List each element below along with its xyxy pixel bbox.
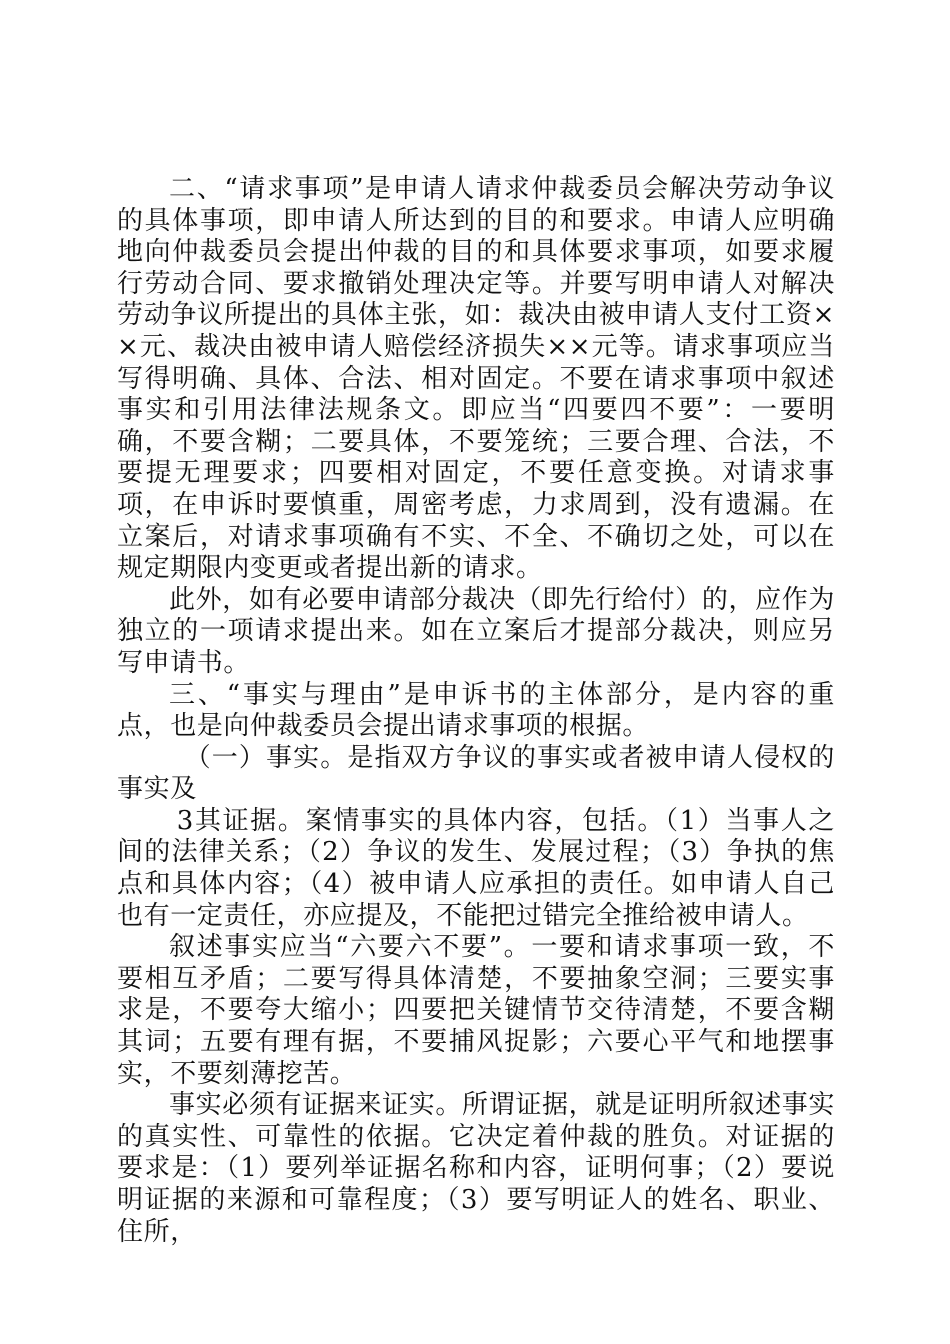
paragraph-evidence-content: 3其证据。案情事实的具体内容，包括。（1）当事人之间的法律关系；（2）争议的发生、发展过程；（3）争执的焦点和具体内容；（4）被申请人应承担的责任。如申请人自己也有一定责任，亦应提及，不能把过错完全推给被申请人。 (117, 805, 835, 931)
paragraph-facts-heading: （一）事实。是指双方争议的事实或者被申请人侵权的事实及 (117, 742, 835, 805)
paragraph-request-items: 二、“请求事项”是申请人请求仲裁委员会解决劳动争议的具体事项，即申请人所达到的目的和要求。申请人应明确地向仲裁委员会提出仲裁的目的和具体要求事项，如要求履行劳动合同、要求撤销处理决定等。并要写明申请人对解决劳动争议所提出的具体主张，如：裁决由被申请人支付工资××元、裁决由被申请人赔偿经济损失××元等。请求事项应当写得明确、具体、合法、相对固定。不要在请求事项中叙述事实和引用法律法规条文。即应当“四要四不要”：一要明确，不要含糊；二要具体，不要笼统；三要合理、合法，不要提无理要求；四要相对固定，不要任意变换。对请求事项，在申诉时要慎重，周密考虑，力求周到，没有遗漏。在立案后，对请求事项确有不实、不全、不确切之处，可以在规定期限内变更或者提出新的请求。 (117, 174, 835, 584)
paragraph-six-musts: 叙述事实应当“六要六不要”。一要和请求事项一致，不要相互矛盾；二要写得具体清楚，不要抽象空洞；三要实事求是，不要夸大缩小；四要把关键情节交待清楚，不要含糊其词；五要有理有据，不要捕风捉影；六要心平气和地摆事实，不要刻薄挖苦。 (117, 932, 835, 1089)
paragraph-partial-award: 此外，如有必要申请部分裁决（即先行给付）的，应作为独立的一项请求提出来。如在立案后才提部分裁决，则应另写申请书。 (117, 584, 835, 678)
paragraph-evidence-requirements: 事实必须有证据来证实。所谓证据，就是证明所叙述事实的真实性、可靠性的依据。它决定着仲裁的胜负。对证据的要求是：（1）要列举证据名称和内容，证明何事；（2）要说明证据的来源和可靠程度；（3）要写明证人的姓名、职业、住所， (117, 1090, 835, 1247)
paragraph-facts-and-reasons: 三、“事实与理由”是申诉书的主体部分，是内容的重点，也是向仲裁委员会提出请求事项的根据。 (117, 679, 835, 742)
document-body (117, 174, 835, 1248)
